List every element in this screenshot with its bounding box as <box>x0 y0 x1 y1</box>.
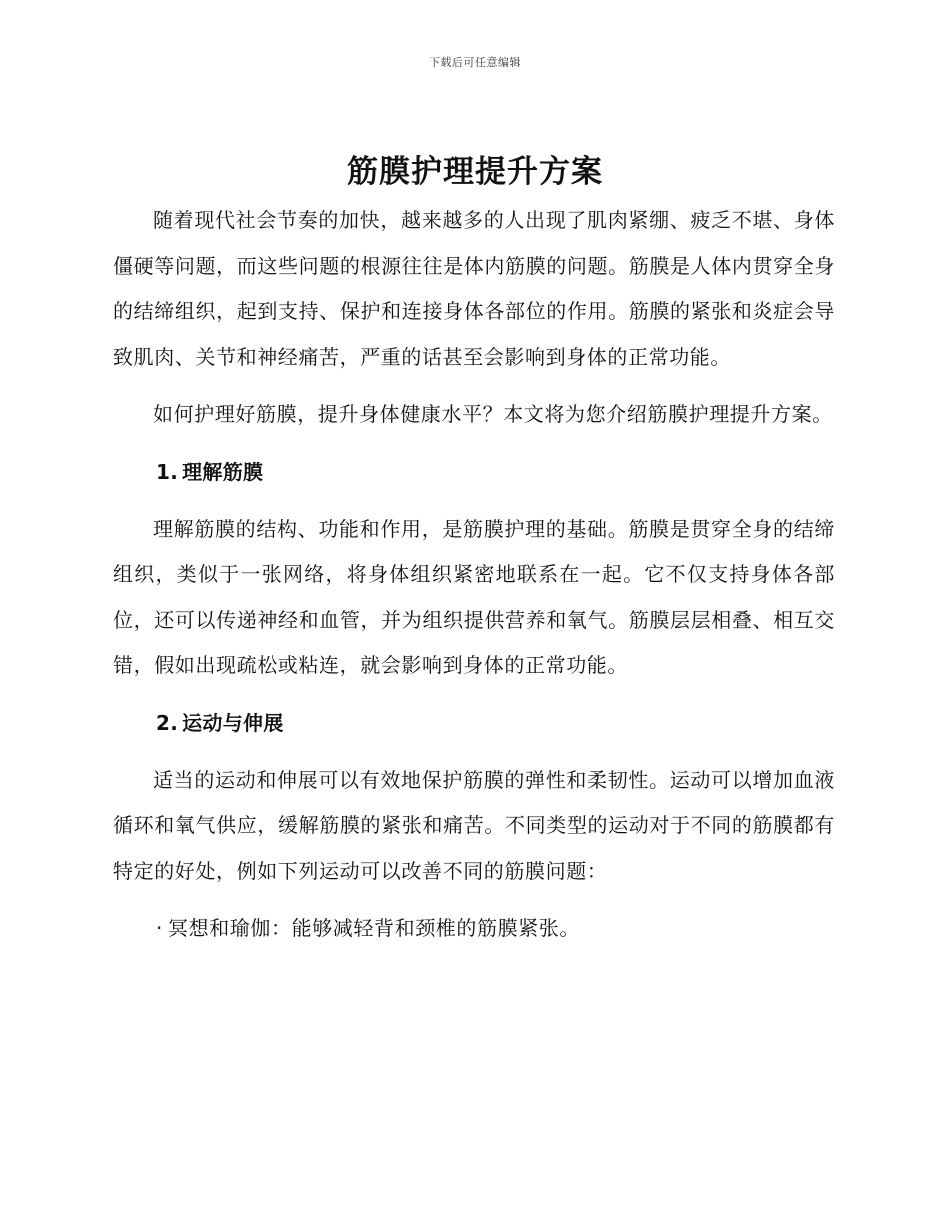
section-heading-text: 理解筋膜 <box>182 459 264 484</box>
document-body <box>113 198 835 951</box>
document-title: 筋膜护理提升方案 <box>347 154 603 190</box>
section-body-exercise-stretch: 适当的运动和伸展可以有效地保护筋膜的弹性和柔韧性。运动可以增加血液循环和氧气供应，缓解筋膜的紧张和痛苦。不同类型的运动对于不同的筋膜都有特定的好处，例如下列运动可以改善不同的筋膜问题： <box>113 767 835 883</box>
section-body-understand-fascia: 理解筋膜的结构、功能和作用，是筋膜护理的基础。筋膜是贯穿全身的结缔组织，类似于一张网络，将身体组织紧密地联系在一起。它不仅支持身体各部位，还可以传递神经和血管，并为组织提供营养和氧气。筋膜层层相叠、相互交错，假如出现疏松或粘连，就会影响到身体的正常功能。 <box>113 516 835 677</box>
intro-paragraph: 随着现代社会节奏的加快，越来越多的人出现了肌肉紧绷、疲乏不堪、身体僵硬等问题，而这些问题的根源往往是体内筋膜的问题。筋膜是人体内贯穿全身的结缔组织，起到支持、保护和连接身体各部位的作用。筋膜的紧张和炎症会导致肌肉、关节和神经痛苦，严重的话甚至会影响到身体的正常功能。 <box>113 208 835 369</box>
question-paragraph: 如何护理好筋膜，提升身体健康水平？本文将为您介绍筋膜护理提升方案。 <box>153 402 833 426</box>
list-item-text: 冥想和瑜伽：能够减轻背和颈椎的筋膜紧张。 <box>168 916 580 940</box>
page-header-note: 下载后可任意编辑 <box>429 56 521 69</box>
list-item <box>113 906 835 951</box>
section-heading-understand-fascia <box>113 450 835 495</box>
section-number: 2. <box>156 710 179 735</box>
section-heading-text: 运动与伸展 <box>182 710 284 735</box>
section-heading-exercise-stretch <box>113 701 835 746</box>
section-number: 1. <box>156 459 179 484</box>
bullet-marker: · <box>156 916 163 940</box>
